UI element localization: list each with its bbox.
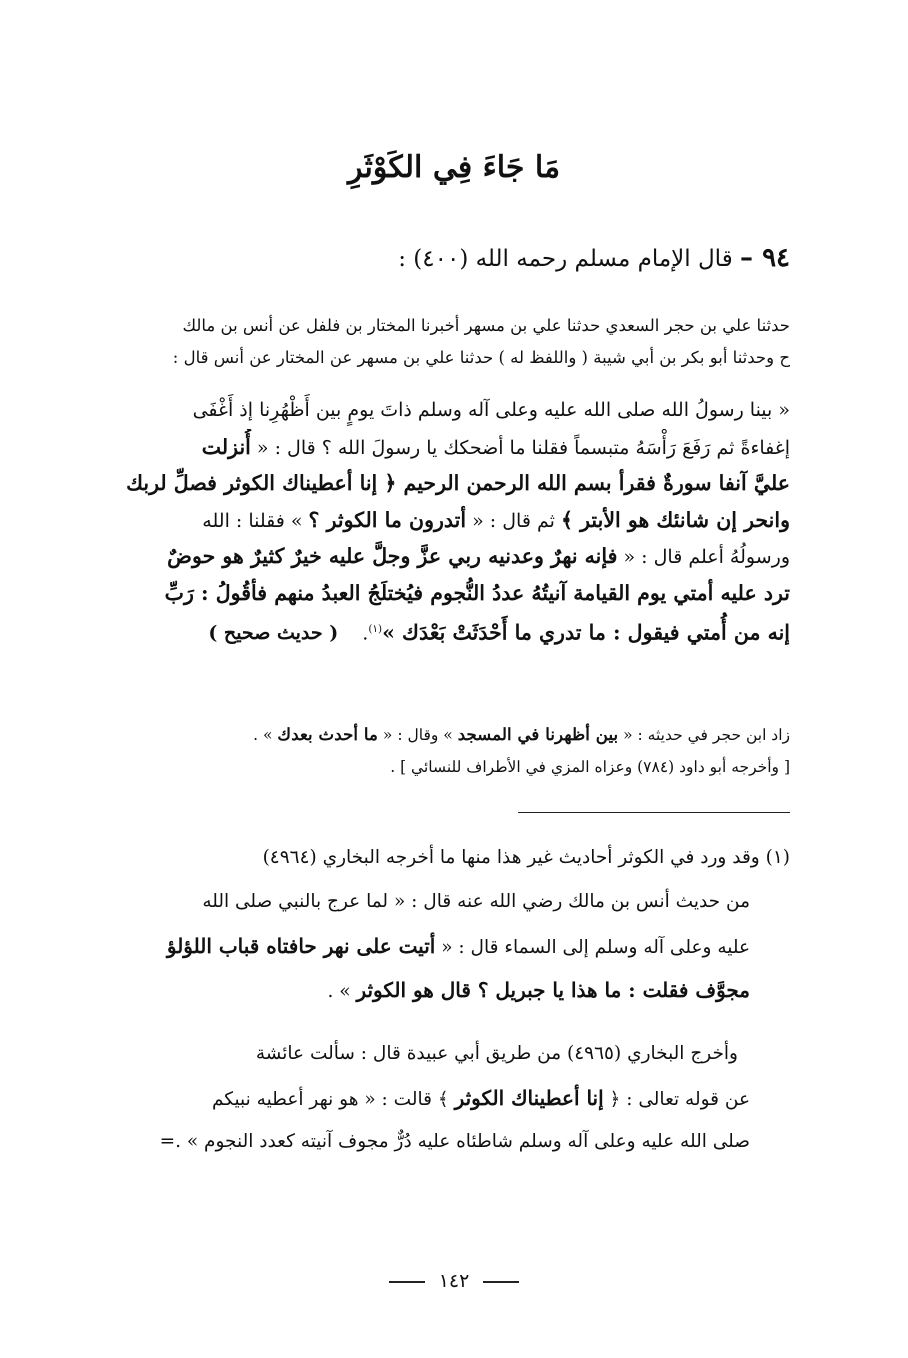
footnote-line: وأخرج البخاري (٤٩٦٥) من طريق أبي عبيدة قال : سألت عائشة <box>255 1043 738 1064</box>
matn-line <box>100 465 790 502</box>
hadith-intro: قال الإمام مسلم رحمه الله (٤٠٠) : <box>398 246 733 272</box>
matn-block <box>100 392 790 648</box>
matn-text: » فقلنا : الله <box>202 509 303 532</box>
isnad-line: ح وحدثنا أبو بكر بن أبي شيبة ( واللفظ له ) حدثنا علي بن مسهر عن المختار عن أنس قال : <box>172 348 790 367</box>
footnote-emphasis: أتيت على نهر حافتاه قباب اللؤلؤ <box>166 934 436 958</box>
matn-emphasis: أُنزلت <box>201 434 251 459</box>
hadith-heading <box>100 243 790 273</box>
footnote-line: صلى الله عليه وعلى آله وسلم شاطئاه عليه دُرٌّ مجوف آنيته كعدد النجوم » .= <box>159 1131 750 1152</box>
footnote-marker: (١) <box>765 847 790 868</box>
footnote-block <box>100 836 790 1164</box>
page-number-text: ١٤٢ <box>438 1270 470 1292</box>
footnote-text: » . <box>327 981 351 1002</box>
footnote-line <box>100 968 790 1012</box>
footnote-emphasis: إنا أعطيناك الكوثر <box>454 1086 604 1110</box>
note-line <box>100 718 790 751</box>
isnad-line: حدثنا علي بن حجر السعدي حدثنا علي بن مسهر أخبرنا المختار بن فلفل عن أنس بن مالك <box>182 316 790 335</box>
footnote-text: عن قوله تعالى : ﴿ <box>609 1089 750 1110</box>
note-text: زاد ابن حجر في حديثه : « <box>623 726 790 744</box>
matn-line <box>100 575 790 612</box>
matn-line: إنه من أُمتي فيقول : ما تدري ما أَحْدَثَتْ بَعْدَك »$^{(١)}$. ( حديث صحيح ) <box>208 620 790 645</box>
note-emphasis: ما أحدث بعدك <box>277 724 378 744</box>
chapter-title: مَا جَاءَ فِي الكَوْثَرِ <box>347 150 561 185</box>
note-text: » . <box>253 726 273 744</box>
footnote-paragraph <box>100 1032 790 1164</box>
matn-emphasis: أتدرون ما الكوثر ؟ <box>308 507 467 532</box>
isnad-block <box>100 310 790 374</box>
footnote-reference[interactable]: (١) <box>368 623 383 635</box>
page-number <box>0 1270 908 1292</box>
hadith-grade: ( حديث صحيح ) <box>208 622 339 645</box>
footnote-text: عليه وعلى آله وسلم إلى السماء قال : « <box>441 937 750 958</box>
editor-notes <box>100 718 790 783</box>
footnote-emphasis: مجوَّف فقلت : ما هذا يا جبريل ؟ قال هو الكوثر <box>356 978 750 1002</box>
footnote-line <box>100 924 790 968</box>
note-emphasis: بين أظهرنا في المسجد <box>457 724 619 744</box>
note-line: [ وأخرجه أبو داود (٧٨٤) وعزاه المزي في الأطراف للنسائي ] . <box>390 758 790 776</box>
folio-dash <box>389 1281 425 1283</box>
matn-line <box>100 429 790 466</box>
matn-emphasis: ترد عليه أمتي يوم القيامة آنيتُهُ عددُ النُّجوم فيُختلَجُ العبدُ منهم فأقُولُ : رَبِّ <box>164 580 790 605</box>
matn-text: ثم قال : « <box>472 509 555 532</box>
footnote-separator <box>518 812 790 813</box>
footnote-text: وقد ورد في الكوثر أحاديث غير هذا منها ما أخرجه البخاري (٤٩٦٤) <box>262 847 760 868</box>
matn-text: ورسولُهُ أعلم قال : « <box>623 546 790 568</box>
matn-line <box>100 538 790 575</box>
matn-line: « بينا رسولُ الله صلى الله عليه وعلى آله وسلم ذاتَ يومٍ بين أَظْهُرِنا إذ أَغْفَى <box>192 399 790 421</box>
matn-emphasis: إنه من أُمتي فيقول : ما تدري ما أَحْدَثَتْ بَعْدَك » <box>382 620 790 645</box>
matn-emphasis: عليَّ آنفا سورةٌ فقرأ بسم الله الرحمن الرحيم ﴿ إنا أعطيناك الكوثر فصلِّ لربك <box>126 471 790 495</box>
hadith-number: ٩٤ – <box>740 243 790 273</box>
footnote-line <box>100 836 790 880</box>
note-text: » وقال : « <box>382 726 453 744</box>
footnote-line: من حديث أنس بن مالك رضي الله عنه قال : « لما عرج بالنبي صلى الله <box>202 891 750 912</box>
footnote-text: ﴾ قالت : « هو نهر أعطيه نبيكم <box>211 1089 449 1110</box>
folio-dash <box>483 1281 519 1283</box>
matn-text: إغفاءةً ثم رَفَعَ رَأْسَهُ متبسماً فقلنا ما أضحكك يا رسولَ الله ؟ قال : « <box>256 436 790 459</box>
matn-emphasis: فإنه نهرٌ وعدنيه ربي عزَّ وجلَّ عليه خيرٌ كثيرٌ هو حوضٌ <box>167 544 618 568</box>
footnote-line <box>100 1076 790 1120</box>
matn-line <box>100 502 790 539</box>
matn-emphasis: وانحر إن شانئك هو الأبتر ﴾ <box>560 507 790 532</box>
